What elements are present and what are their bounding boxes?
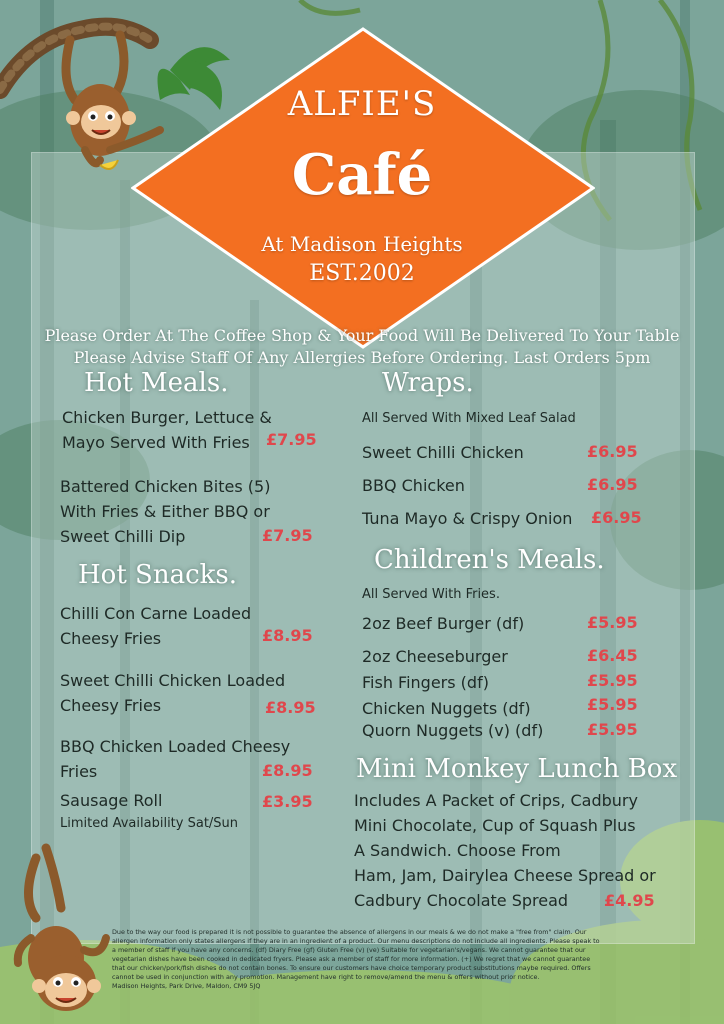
hot-snack-2-price: £8.95 — [265, 698, 316, 717]
lunchbox-l5: Cadbury Chocolate Spread — [354, 891, 569, 910]
child-5-price: £5.95 — [587, 720, 638, 739]
hot-snack-4-price: £3.95 — [262, 792, 313, 811]
wraps-subtitle: All Served With Mixed Leaf Salad — [362, 411, 576, 426]
hot-snack-3-l2: Fries — [60, 762, 98, 781]
child-3-name: Fish Fingers (df) — [362, 673, 489, 692]
hot-snack-3-l1: BBQ Chicken Loaded Cheesy — [60, 737, 291, 756]
hot-meal-2-price: £7.95 — [262, 526, 313, 545]
hot-snack-3-price: £8.95 — [262, 761, 313, 780]
hot-snack-1-l1: Chilli Con Carne Loaded — [60, 604, 252, 623]
lunchbox-title: Mini Monkey Lunch Box — [356, 754, 678, 784]
disclaimer-line: vegetarian dishes have been cooked in dedicated fryers. Please ask a member of staff for more information. (+) We regret that we cannot guarantee — [112, 955, 591, 963]
wraps-title: Wraps. — [382, 368, 474, 398]
allergen-disclaimer — [112, 928, 672, 991]
lunchbox-l2: Mini Chocolate, Cup of Squash Plus — [354, 816, 636, 835]
intro-line2: Please Advise Staff Of Any Allergies Before Ordering. Last Orders 5pm — [73, 348, 651, 367]
wrap-1-name: Sweet Chilli Chicken — [362, 443, 524, 462]
hot-snack-1-l2: Cheesy Fries — [60, 629, 162, 648]
intro-line1: Please Order At The Coffee Shop & Your Food Will Be Delivered To Your Table — [44, 326, 680, 345]
monkey-top-illustration — [0, 0, 200, 190]
hot-snack-2-l2: Cheesy Fries — [60, 696, 162, 715]
wrap-3-name: Tuna Mayo & Crispy Onion — [362, 509, 573, 528]
hot-meals-title: Hot Meals. — [84, 368, 229, 398]
wrap-2-price: £6.95 — [587, 475, 638, 494]
hot-meal-1-price: £7.95 — [266, 430, 317, 449]
address-line: Madison Heights, Park Drive, Maldon, CM9 5JQ — [112, 982, 261, 990]
hot-meal-2-l1: Battered Chicken Bites (5) — [60, 477, 271, 496]
hot-snack-4-l1: Sausage Roll — [60, 791, 163, 810]
hot-snack-4-note: Limited Availability Sat/Sun — [60, 816, 239, 831]
cafe-name-line1: ALFIE'S — [287, 84, 437, 124]
monkey-bottom-illustration — [6, 838, 116, 1024]
child-1-name: 2oz Beef Burger (df) — [362, 614, 525, 633]
childrens-subtitle: All Served With Fries. — [362, 587, 500, 602]
lunchbox-l1: Includes A Packet of Crips, Cadbury — [354, 791, 638, 810]
child-4-price: £5.95 — [587, 695, 638, 714]
wrap-1-price: £6.95 — [587, 442, 638, 461]
cafe-name-line2: Café — [291, 142, 433, 208]
disclaimer-line: a member of staff if you have any concerns. (df) Diary Free (gf) Gluten Free (v) (ve) Suitable for vegetarian's/vegans. We cannot guarantee that our — [112, 946, 586, 954]
disclaimer-line: Due to the way our food is prepared it is not possible to guarantee the absence of allergens in our meals & we do not make a "free from" claim. Our — [112, 928, 587, 936]
lunchbox-l4: Ham, Jam, Dairylea Cheese Spread or — [354, 866, 656, 885]
cafe-location: At Madison Heights — [261, 232, 463, 256]
child-3-price: £5.95 — [587, 671, 638, 690]
hot-meal-1-l1: Chicken Burger, Lettuce & — [62, 408, 272, 427]
hot-meal-2-l3: Sweet Chilli Dip — [60, 527, 186, 546]
child-2-name: 2oz Cheeseburger — [362, 647, 508, 666]
hot-snacks-title: Hot Snacks. — [78, 560, 238, 590]
disclaimer-line: that our chicken/pork/fish dishes do not contain bones. To ensure our customers have choice temporary product substitutions maybe required. Offers — [112, 964, 591, 972]
lunchbox-price: £4.95 — [604, 891, 655, 910]
cafe-established: EST.2002 — [309, 261, 415, 286]
disclaimer-line: allergen information only states allergens if they are in an ingredient of a product. Our menu descriptions do not include all ingredients. Please speak to — [112, 937, 600, 945]
child-4-name: Chicken Nuggets (df) — [362, 699, 531, 718]
child-2-price: £6.45 — [587, 646, 638, 665]
hot-meal-1-l2: Mayo Served With Fries — [62, 433, 250, 452]
hot-snack-1-price: £8.95 — [262, 626, 313, 645]
wrap-2-name: BBQ Chicken — [362, 476, 465, 495]
child-1-price: £5.95 — [587, 613, 638, 632]
disclaimer-line: cannot be used in conjunction with any promotion. Management have right to remove/amend the menu & offers without prior notice. — [112, 973, 540, 981]
childrens-title: Children's Meals. — [374, 545, 605, 575]
wrap-3-price: £6.95 — [591, 508, 642, 527]
hot-meal-2-l2: With Fries & Either BBQ or — [60, 502, 270, 521]
child-5-name: Quorn Nuggets (v) (df) — [362, 721, 544, 740]
hot-snack-2-l1: Sweet Chilli Chicken Loaded — [60, 671, 286, 690]
lunchbox-l3: A Sandwich. Choose From — [354, 841, 561, 860]
